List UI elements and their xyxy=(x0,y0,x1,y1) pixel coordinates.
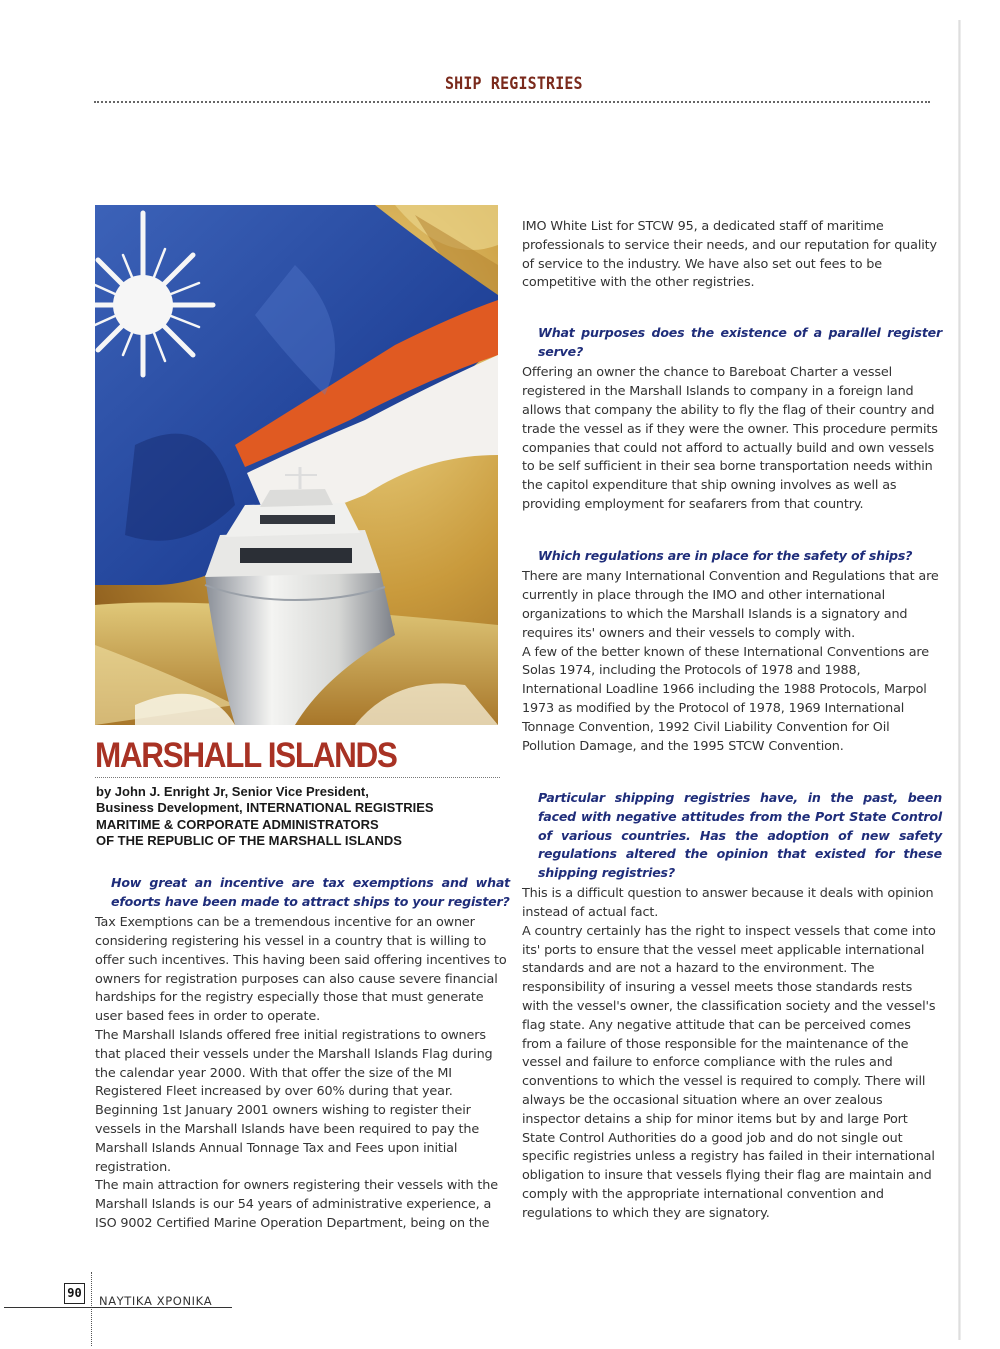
header-divider xyxy=(94,101,930,103)
magazine-name: ΝΑΥΤΙΚΑ ΧΡΟΝΙΚΑ xyxy=(99,1294,213,1308)
paragraph: IMO White List for STCW 95, a dedicated staff of maritime professionals to service their needs, and our reputation for quality of service to the industry. We have also set out fees to be competitive with the other registries. xyxy=(522,219,937,291)
hero-photo-flag-and-yacht xyxy=(95,205,498,725)
byline-line: MARITIME & CORPORATE ADMINISTRATORS xyxy=(96,816,379,832)
byline-line: OF THE REPUBLIC OF THE MARSHALL ISLANDS xyxy=(96,833,402,849)
page-number: 90 xyxy=(64,1283,85,1304)
paragraph: Offering an owner the chance to Bareboat Charter a vessel registered in the Marshall Islands to company in a foreign land allows that company the ability to fly the flag of their country and trade the vessel as if they were the owner. This procedure permits companies that could not afford to actually build and own vessels to be self sufficient in their sea borne transportation needs within the capitol expenditure that ship owning involves as well as providing employment for seafarers from that country. xyxy=(522,365,938,512)
question-port-state-control: Particular shipping registries have, in the past, been faced with negative attitudes from the Port State Control of various countries. Has the adoption of new safety regulations altered the opinion that existed for these shipping registries? xyxy=(538,790,942,880)
paragraph: There are many International Convention and Regulations that are currently in place through the IMO and other international organizations to which the Marshall Islands is a signatory and requires its' owners and their vessels to comply with. xyxy=(522,569,939,641)
paragraph: This is a difficult question to answer because it deals with opinion instead of actual fact. xyxy=(522,886,934,921)
right-column xyxy=(522,218,942,1224)
question-tax-incentives: How great an incentive are tax exemptions and what efoorts have been made to attract ships to your register? xyxy=(111,875,510,909)
paragraph: The main attraction for owners registering their vessels with the Marshall Islands is our 54 years of administrative experience, a ISO 9002 Certified Marine Operation Department, being on the xyxy=(95,1178,498,1231)
byline xyxy=(96,784,516,850)
byline-line: Business Development, INTERNATIONAL REGISTRIES xyxy=(96,800,434,816)
page-edge-shadow xyxy=(958,20,961,1340)
title-divider xyxy=(95,777,500,778)
paragraph: Tax Exemptions can be a tremendous incentive for an owner considering registering his vessel in a country that is willing to offer such incentives. This having been said offering incentives to owners for registration purposes can also cause severe financial hardships for the registry especially those that must generate user based fees in order to operate. xyxy=(95,915,507,1025)
question-safety-regulations: Which regulations are in place for the safety of ships? xyxy=(538,547,913,563)
left-column xyxy=(95,874,510,1234)
paragraph: A country certainly has the right to inspect vessels that come into its' ports to ensure that the vessel meet applicable international standards and are not a hazard to the environment. The responsibility of insuring a vessel meets those standards rests with the vessel's owner, the classification society and the vessel's flag state. Any negative attitude that can be perceived comes from a failure of those responsible for the maintenance of the vessel and failure to enforce compliance with the rules and conventions to which the vessel is required to comply. There will always be the occasional situation where an over zealous inspector detains a ship for minor items but by and large Port State Control Authorities do a good job and do not single out specific registries unless a registry has failed in their international obligation to insure that vessels flying their flag are maintain and comply with the appropriate international convention and regulations to which they are signatory. xyxy=(522,923,936,1221)
running-head: SHIP REGISTRIES xyxy=(445,74,583,94)
question-parallel-register: What purposes does the existence of a parallel register serve? xyxy=(538,325,942,359)
footer-divider-vertical xyxy=(91,1272,92,1346)
paragraph: A few of the better known of these International Conventions are Solas 1974, including the Protocols of 1978 and 1988, International Loadline 1966 including the 1988 Protocols, Marpol 1973 as modified by the Protocol of 1978, 1969 International Tonnage Convention, 1992 Civil Liability Convention for Oil Pollution Damage, and the 1995 STCW Convention. xyxy=(522,644,929,754)
paragraph: The Marshall Islands offered free initial registrations to owners that placed their vessels under the Marshall Islands Flag during the calendar year 2000. With that offer the size of the MI Registered Fleet increased by over 60% during that year. xyxy=(95,1027,493,1100)
paragraph: Beginning 1st January 2001 owners wishing to register their vessels in the Marshall Islands have been required to pay the Marshall Islands Annual Tonnage Tax and Fees upon initial registration. xyxy=(95,1103,480,1175)
article-title: MARSHALL ISLANDS xyxy=(95,736,397,775)
byline-line: by John J. Enright Jr, Senior Vice President, xyxy=(96,784,369,799)
